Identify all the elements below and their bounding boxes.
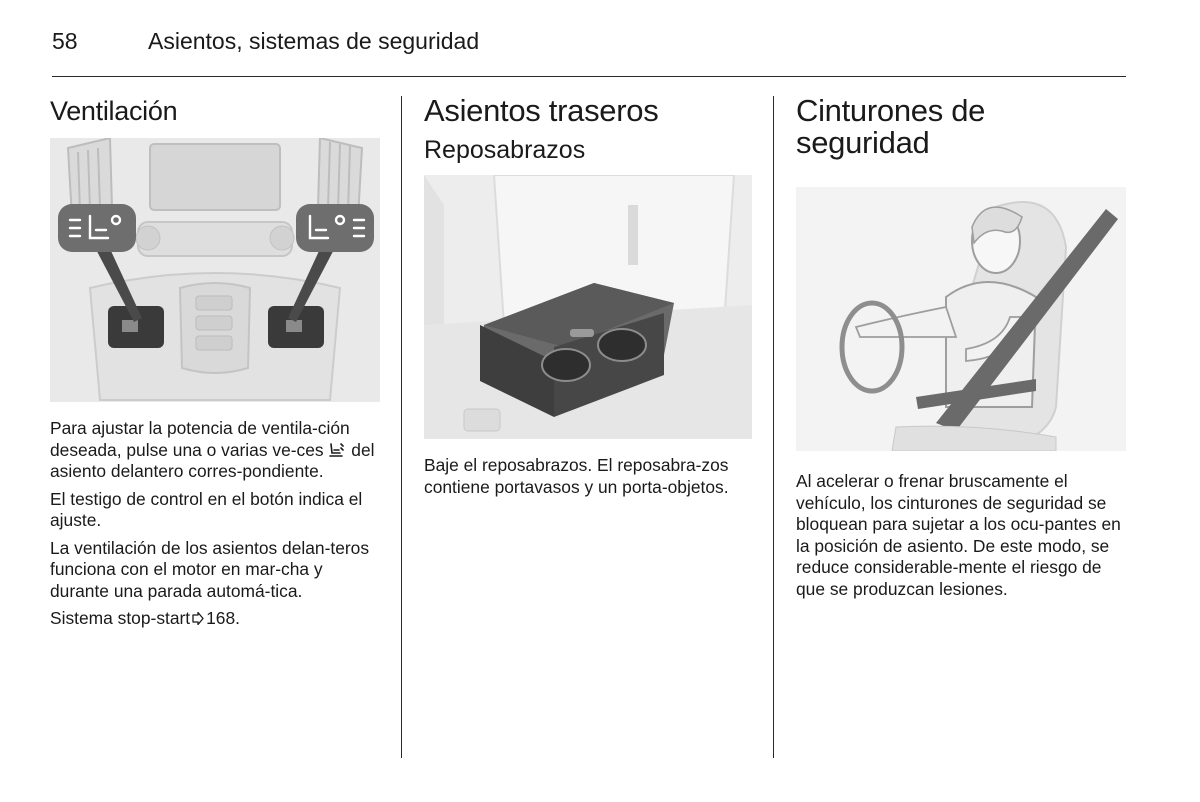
- section-title-line: Cinturones de: [796, 93, 986, 128]
- paragraph: El testigo de control en el botón indica el ajuste.: [50, 488, 363, 530]
- page-header: [52, 26, 1126, 77]
- section-title-line: seguridad: [796, 125, 930, 160]
- seat-belt-driver-illustration: [796, 187, 1126, 451]
- dashboard-seat-ventilation-illustration: [50, 138, 380, 402]
- page-number: 58: [52, 28, 78, 54]
- reference-page: 168.: [206, 608, 240, 628]
- section-title: [796, 95, 1126, 159]
- section-title: Ventilación: [50, 96, 178, 126]
- paragraph-text: del asiento delantero corres-pondiente.: [50, 439, 375, 481]
- section-seat-belts: [796, 92, 1126, 606]
- chapter-title: Asientos, sistemas de seguridad: [148, 28, 480, 54]
- paragraph: La ventilación de los asientos delan-teros funciona con el motor en mar-cha y durante una parada automá-tica.: [50, 537, 370, 601]
- reference-arrow-icon: [192, 612, 204, 625]
- section-rear-seats: [424, 92, 752, 504]
- armrest-illustration: [424, 175, 752, 439]
- column-divider: [773, 96, 774, 758]
- reference-label: Sistema stop-start: [50, 608, 191, 628]
- section-body: [50, 418, 380, 630]
- section-body: [796, 471, 1126, 600]
- section-title: Asientos traseros: [424, 93, 659, 128]
- section-ventilation: [50, 92, 380, 636]
- paragraph: [50, 418, 380, 483]
- section-subtitle: Reposabrazos: [424, 136, 586, 164]
- column-divider: [401, 96, 402, 758]
- section-body: [424, 455, 752, 498]
- paragraph: Al acelerar o frenar bruscamente el vehículo, los cinturones de seguridad se bloquean para sujetar a los ocu-pantes en la posición de asiento. De este modo, se reduce considerable-mente el riesgo de que se produzcan lesiones.: [796, 471, 1121, 599]
- paragraph-text: Para ajustar la potencia de ventila-ción deseada, pulse una o varias ve-ces: [50, 418, 350, 460]
- cross-reference[interactable]: [50, 608, 380, 630]
- paragraph: Baje el reposabrazos. El reposabra-zos contiene portavasos y un porta-objetos.: [424, 455, 729, 497]
- seat-ventilation-icon: [328, 442, 346, 458]
